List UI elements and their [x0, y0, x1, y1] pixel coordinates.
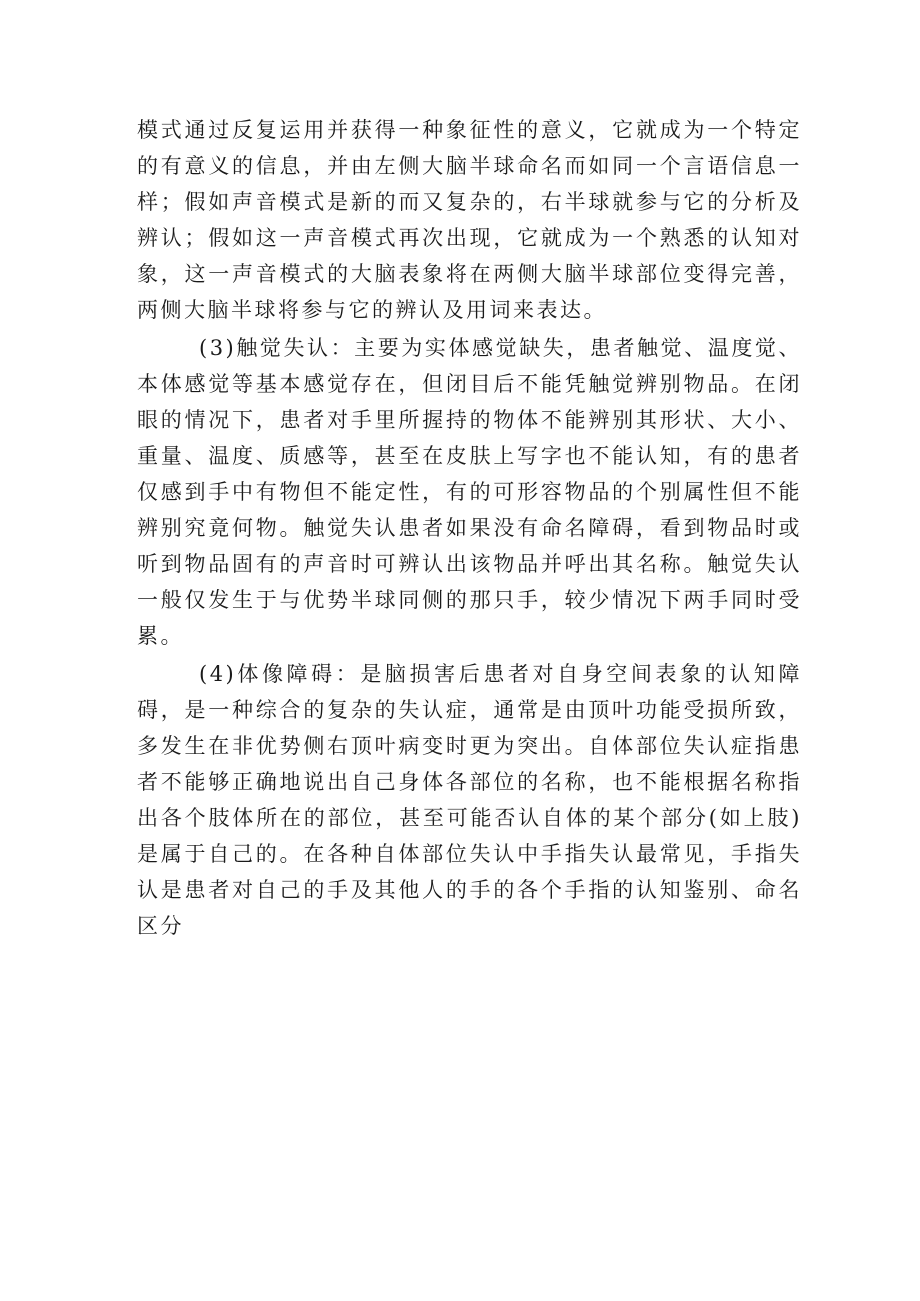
paragraph-sound-pattern: 模式通过反复运用并获得一种象征性的意义，它就成为一个特定的有意义的信息，并由左侧大脑半球命名而如同一个言语信息一样；假如声音模式是新的而又复杂的，右半球就参与它的分析及辨认；假如这一声音模式再次出现，它就成为一个熟悉的认知对象，这一声音模式的大脑表象将在两侧大脑半球部位变得完善，两侧大脑半球将参与它的辨认及用词来表达。 — [137, 118, 802, 322]
document-body — [137, 112, 802, 944]
paragraph-tactile-agnosia: (3)触觉失认：主要为实体感觉缺失，患者触觉、温度觉、本体感觉等基本感觉存在，但闭目后不能凭触觉辨别物品。在闭眼的情况下，患者对手里所握持的物体不能辨别其形状、大小、重量、温度、质感等，甚至在皮肤上写字也不能认知，有的患者仅感到手中有物但不能定性，有的可形容物品的个别属性但不能辨别究竟何物。触觉失认患者如果没有命名障碍，看到物品时或听到物品固有的声音时可辨认出该物品并呼出其名称。触觉失认一般仅发生于与优势半球同侧的那只手，较少情况下两手同时受累。 — [137, 336, 802, 648]
paragraph-body-image-disorder: (4)体像障碍：是脑损害后患者对自身空间表象的认知障碍，是一种综合的复杂的失认症，通常是由顶叶功能受损所致，多发生在非优势侧右顶叶病变时更为突出。自体部位失认症指患者不能够正确地说出自己身体各部位的名称，也不能根据名称指出各个肢体所在的部位，甚至可能否认自体的某个部分(如上肢)是属于自己的。在各种自体部位失认中手指失认最常见，手指失认是患者对自己的手及其他人的手的各个手指的认知鉴别、命名区分 — [137, 662, 802, 938]
